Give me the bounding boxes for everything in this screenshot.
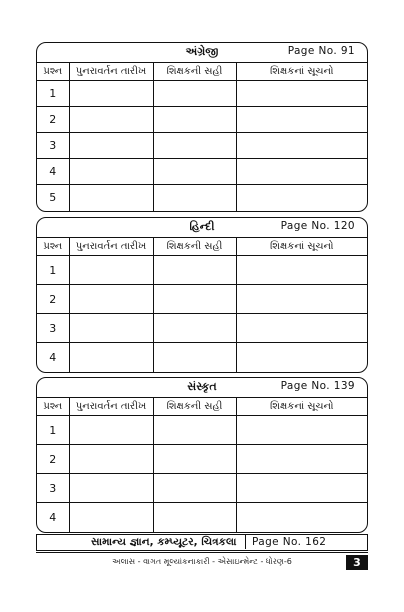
signature-cell[interactable] [153, 185, 236, 211]
header-notes: શિક્ષકનાં સૂચનો [236, 238, 367, 256]
table-row [37, 503, 367, 532]
signature-cell[interactable] [153, 416, 236, 445]
record-table [37, 63, 367, 211]
table-row [37, 133, 367, 159]
header-question: પ્રશ્ન [37, 238, 69, 256]
signature-cell[interactable] [153, 256, 236, 285]
date-cell[interactable] [69, 256, 153, 285]
page-number-badge: 3 [346, 555, 368, 570]
header-date: પુનરાવર્તન તારીખ [69, 238, 153, 256]
signature-cell[interactable] [153, 159, 236, 185]
question-number: 1 [37, 81, 69, 107]
table-row [37, 474, 367, 503]
subject-title: હિન્દી [189, 220, 215, 233]
table-row [37, 107, 367, 133]
date-cell[interactable] [69, 159, 153, 185]
table-row [37, 285, 367, 314]
signature-cell[interactable] [153, 474, 236, 503]
section-english [36, 42, 368, 212]
table-row [37, 81, 367, 107]
notes-cell[interactable] [236, 185, 367, 211]
signature-cell[interactable] [153, 133, 236, 159]
signature-cell[interactable] [153, 285, 236, 314]
question-number: 4 [37, 343, 69, 372]
table-row [37, 185, 367, 211]
question-number: 2 [37, 107, 69, 133]
date-cell[interactable] [69, 107, 153, 133]
question-number: 2 [37, 285, 69, 314]
date-cell[interactable] [69, 314, 153, 343]
date-cell[interactable] [69, 343, 153, 372]
page-reference: Page No. 120 [280, 220, 355, 232]
signature-cell[interactable] [153, 107, 236, 133]
date-cell[interactable] [69, 81, 153, 107]
signature-cell[interactable] [153, 445, 236, 474]
question-number: 1 [37, 416, 69, 445]
header-date: પુનરાવર્તન તારીખ [69, 398, 153, 416]
section-title-row [37, 43, 367, 63]
section-title-row [37, 218, 367, 238]
table-row [37, 159, 367, 185]
subject-title: અંગ્રેજી [185, 45, 219, 58]
question-number: 5 [37, 185, 69, 211]
notes-cell[interactable] [236, 81, 367, 107]
question-number: 1 [37, 256, 69, 285]
notes-cell[interactable] [236, 314, 367, 343]
signature-cell[interactable] [153, 81, 236, 107]
date-cell[interactable] [69, 285, 153, 314]
footer-divider [36, 552, 368, 553]
signature-cell[interactable] [153, 503, 236, 532]
header-date: પુનરાવર્તન તારીખ [69, 63, 153, 81]
notes-cell[interactable] [236, 416, 367, 445]
signature-cell[interactable] [153, 314, 236, 343]
notes-cell[interactable] [236, 256, 367, 285]
table-row [37, 343, 367, 372]
header-question: પ્રશ્ન [37, 398, 69, 416]
record-table [37, 398, 367, 532]
notes-cell[interactable] [236, 343, 367, 372]
notes-cell[interactable] [236, 107, 367, 133]
notes-cell[interactable] [236, 133, 367, 159]
page-reference: Page No. 139 [280, 380, 355, 392]
date-cell[interactable] [69, 185, 153, 211]
table-row [37, 445, 367, 474]
table-row [37, 256, 367, 285]
section-title-row [37, 378, 367, 398]
subject-title: સંસ્કૃત [187, 380, 217, 393]
header-notes: શિક્ષકનાં સૂચનો [236, 398, 367, 416]
notes-cell[interactable] [236, 159, 367, 185]
date-cell[interactable] [69, 416, 153, 445]
date-cell[interactable] [69, 133, 153, 159]
page-reference: Page No. 91 [287, 45, 355, 57]
header-signature: શિક્ષકની સહી [153, 63, 236, 81]
question-number: 2 [37, 445, 69, 474]
signature-cell[interactable] [153, 343, 236, 372]
notes-cell[interactable] [236, 285, 367, 314]
question-number: 4 [37, 503, 69, 532]
section-hindi [36, 217, 368, 373]
table-row [37, 416, 367, 445]
header-question: પ્રશ્ન [37, 63, 69, 81]
general-knowledge-reference [36, 534, 368, 551]
question-number: 3 [37, 133, 69, 159]
notes-cell[interactable] [236, 503, 367, 532]
book-title-line: અલાસ - વાગત મૂલ્યાંકનાકારી - એસાઇન્મેન્ટ - ધોરણ-6 [112, 557, 292, 566]
question-number: 3 [37, 314, 69, 343]
table-row [37, 314, 367, 343]
section-sanskrit [36, 377, 368, 533]
date-cell[interactable] [69, 445, 153, 474]
date-cell[interactable] [69, 474, 153, 503]
notes-cell[interactable] [236, 474, 367, 503]
header-signature: શિક્ષકની સહી [153, 238, 236, 256]
header-notes: શિક્ષકનાં સૂચનો [236, 63, 367, 81]
date-cell[interactable] [69, 503, 153, 532]
question-number: 3 [37, 474, 69, 503]
header-signature: શિક્ષકની સહી [153, 398, 236, 416]
footer-subjects: સામાન્ય જ્ઞાન, કમ્પ્યૂટર, ચિત્રકલા [91, 536, 237, 548]
notes-cell[interactable] [236, 445, 367, 474]
record-table [37, 238, 367, 372]
question-number: 4 [37, 159, 69, 185]
footer-page-reference: Page No. 162 [245, 535, 326, 549]
